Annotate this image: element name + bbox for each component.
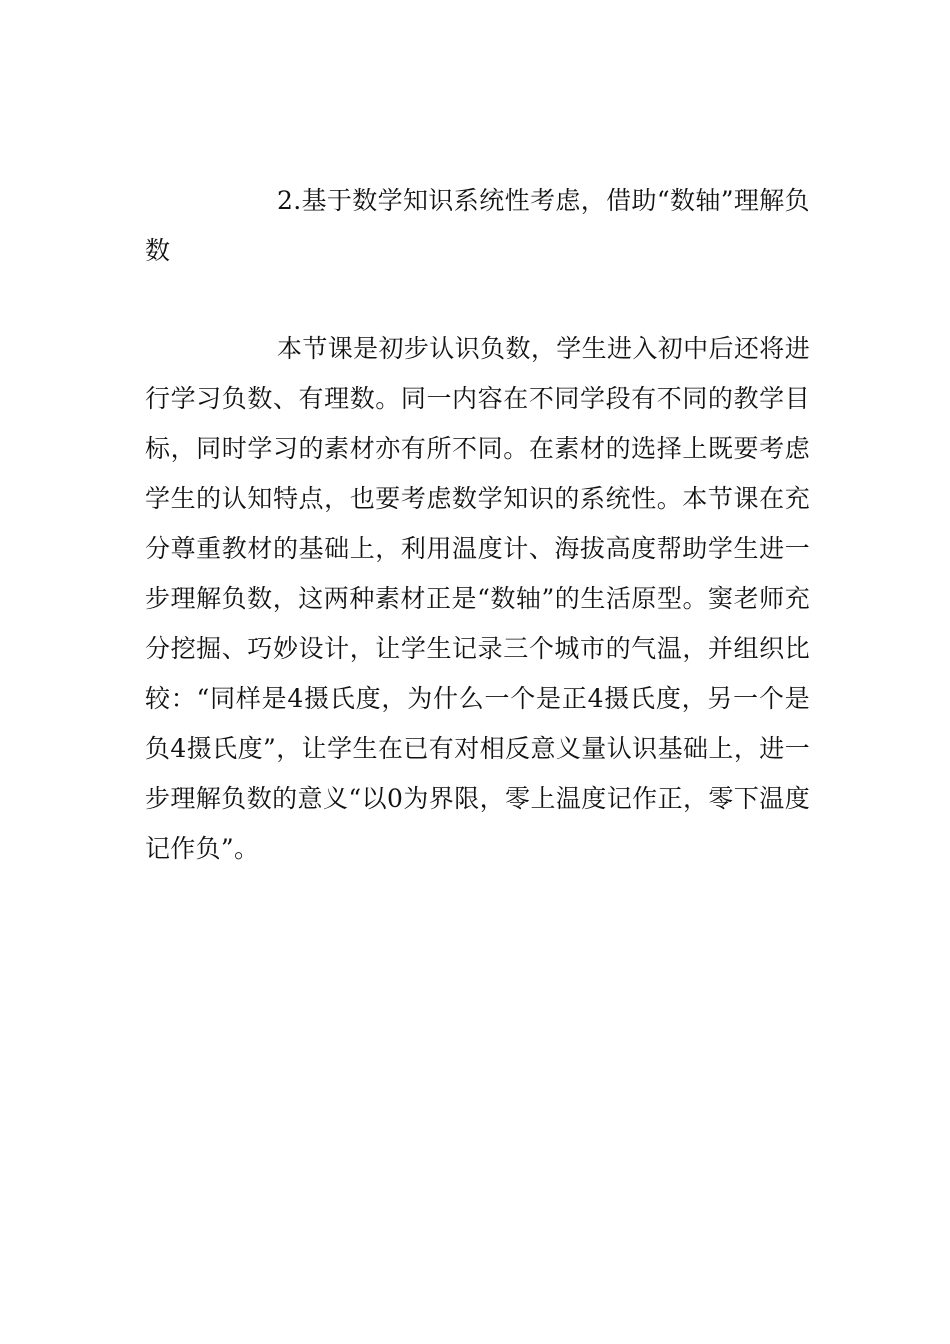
document-content <box>145 176 810 874</box>
body-paragraph: 本节课是初步认识负数，学生进入初中后还将进行学习负数、有理数。同一内容在不同学段有不同的教学目标，同时学习的素材亦有所不同。在素材的选择上既要考虑学生的认知特点，也要考虑数学知识的系统性。本节课在充分尊重教材的基础上，利用温度计、海拔高度帮助学生进一步理解负数，这两种素材正是“数轴”的生活原型。窦老师充分挖掘、巧妙设计，让学生记录三个城市的气温，并组织比较：“同样是4摄氏度，为什么一个是正4摄氏度，另一个是负4摄氏度”，让学生在已有对相反意义量认识基础上，进一步理解负数的意义“以0为界限，零上温度记作正，零下温度记作负”。 <box>145 334 810 863</box>
section-heading: 2.基于数学知识系统性考虑，借助“数轴”理解负数 <box>145 186 810 265</box>
